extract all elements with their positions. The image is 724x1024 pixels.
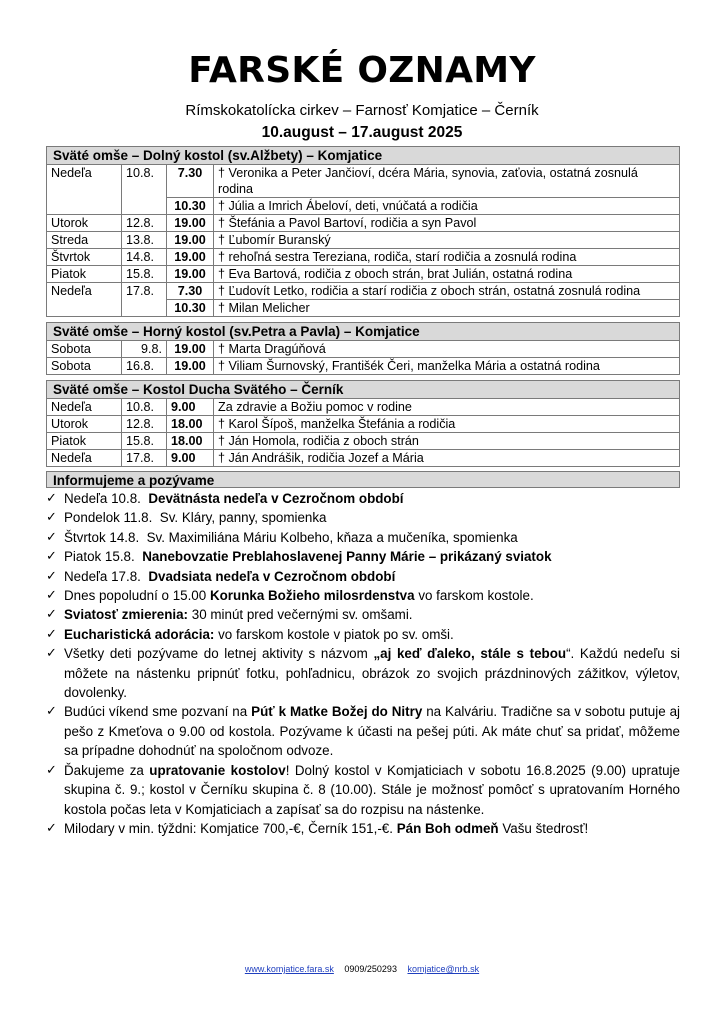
list-item: [46, 702, 680, 760]
day-cell: Piatok: [47, 266, 122, 283]
intention-cell: † Marta Dragúňová: [214, 341, 680, 358]
item-bold: Korunka Božieho milosrdenstva: [209, 588, 415, 604]
check-icon: ✓: [46, 762, 57, 778]
time-cell: 19.00: [167, 266, 214, 283]
item-text: 30 minút pred večernými sv. omšami.: [191, 607, 413, 623]
phone-number: 0909/250293: [344, 964, 397, 974]
check-icon: ✓: [46, 626, 57, 642]
item-text: Piatok 15.8.: [64, 549, 135, 565]
time-cell: 9.00: [167, 399, 214, 416]
day-cell: Piatok: [47, 433, 122, 450]
intention-cell: † rehoľná sestra Tereziana, rodiča, starí rodičia a zosnulá rodina: [214, 249, 680, 266]
day-cell: Štvrtok: [47, 249, 122, 266]
info-heading: Informujeme a pozývame: [46, 471, 680, 488]
item-text: Dnes popoludní o 15.00: [64, 588, 207, 604]
intention-cell: † Ľubomír Buranský: [214, 232, 680, 249]
intention-cell: † Ján Homola, rodičia z oboch strán: [214, 433, 680, 450]
date-cell: 14.8.: [122, 249, 167, 266]
intention-cell: † Štefánia a Pavol Bartoví, rodičia a syn Pavol: [214, 215, 680, 232]
item-text: ! Dolný kostol v Komjaticiach v sobotu 16.8.2025 (9.00) upratuje skupina č. 9.; kostol v Černíku skupina č. 8 (10.00). Stále je možnosť pomôcť s upratovaním Horného kostola počas leta v Komjaticiach a zapísať sa do rozpisu na nástenke.: [64, 762, 680, 817]
check-icon: ✓: [46, 568, 57, 584]
table-row: [47, 399, 680, 416]
day-cell: Sobota: [47, 358, 122, 375]
item-text: Nedeľa 10.8.: [64, 491, 141, 506]
list-item: [46, 644, 680, 702]
table-row: [47, 249, 680, 266]
mass-table-horny-kostol: [46, 322, 680, 375]
day-cell: Nedeľa: [47, 165, 122, 215]
table-row: [47, 215, 680, 232]
list-item: [46, 761, 680, 819]
item-bold: Nanebovzatie Preblahoslavenej Panny Márie – prikázaný sviatok: [142, 549, 552, 565]
list-item: [46, 489, 680, 508]
intention-cell: † Milan Melicher: [214, 300, 680, 317]
day-cell: Streda: [47, 232, 122, 249]
intention-cell: Za zdravie a Božiu pomoc v rodine: [214, 399, 680, 416]
item-text: Ďakujeme za: [64, 762, 144, 778]
item-bold: Devätnásta nedeľa v Cezročnom období: [148, 491, 404, 506]
list-item: [46, 586, 680, 605]
date-cell: 10.8.: [122, 399, 167, 416]
intention-cell: † Viliam Šurnovský, Františék Čeri, manželka Mária a ostatná rodina: [214, 358, 680, 375]
time-cell: 7.30: [167, 165, 214, 198]
table-row: [47, 433, 680, 450]
check-icon: ✓: [46, 820, 57, 836]
list-item: [46, 819, 680, 838]
time-cell: 9.00: [167, 450, 214, 467]
day-cell: Nedeľa: [47, 399, 122, 416]
day-cell: Utorok: [47, 215, 122, 232]
date-cell: 15.8.: [122, 433, 167, 450]
date-range: 10.august – 17.august 2025: [261, 124, 463, 141]
list-item: [46, 605, 680, 624]
date-cell: 9.8.: [122, 341, 167, 358]
intention-cell: † Eva Bartová, rodičia z oboch strán, brat Julián, ostatná rodina: [214, 266, 680, 283]
time-cell: 10.30: [167, 198, 214, 215]
day-cell: Nedeľa: [47, 450, 122, 467]
item-text: Nedeľa 17.8.: [64, 568, 141, 584]
intention-cell: † Ján Andrášik, rodičia Jozef a Mária: [214, 450, 680, 467]
time-cell: 18.00: [167, 433, 214, 450]
item-text: na Kalváriu. Tradične sa v sobotu putuje aj pešo z Kmeťova o 9.00 od kostola. Pozývame k účasti na pešej púti. Ak máte chuť sa pridať, môžeme sa prípadne dohodnúť na spoločnom odvoze.: [64, 704, 680, 759]
mass-table-cernik: [46, 380, 680, 467]
list-item: [46, 508, 680, 527]
check-icon: ✓: [46, 646, 57, 662]
time-cell: 19.00: [167, 341, 214, 358]
date-cell: 15.8.: [122, 266, 167, 283]
day-cell: Sobota: [47, 341, 122, 358]
page-title: FARSKÉ OZNAMY: [188, 50, 536, 91]
time-cell: 19.00: [167, 215, 214, 232]
section-heading: Sväté omše – Dolný kostol (sv.Alžbety) – Komjatice: [47, 147, 680, 165]
check-icon: ✓: [46, 491, 57, 506]
item-bold: „aj keď ďaleko, stále s tebou: [373, 646, 567, 662]
item-text: Vašu štedrosť!: [502, 820, 589, 836]
intention-cell: † Veronika a Peter Jančioví, dcéra Mária, synovia, zaťovia, ostatná zosnulá rodina: [214, 165, 680, 198]
footer: [0, 964, 724, 974]
item-bold: upratovanie kostolov: [149, 762, 286, 778]
table-row: [47, 165, 680, 198]
item-text: Milodary v min. týždni: Komjatice 700,-€, Černík 151,-€.: [64, 820, 393, 836]
intention-cell: † Ľudovít Letko, rodičia a starí rodičia z oboch strán, ostatná zosnulá rodina: [214, 283, 680, 300]
check-icon: ✓: [46, 704, 57, 720]
list-item: [46, 625, 680, 644]
section-heading: Sväté omše – Kostol Ducha Svätého – Černík: [47, 381, 680, 399]
time-cell: 19.00: [167, 232, 214, 249]
time-cell: 19.00: [167, 358, 214, 375]
time-cell: 10.30: [167, 300, 214, 317]
date-cell: 12.8.: [122, 215, 167, 232]
date-cell: 12.8.: [122, 416, 167, 433]
intention-cell: † Karol Šípoš, manželka Štefánia a rodičia: [214, 416, 680, 433]
date-cell: 17.8.: [122, 450, 167, 467]
day-cell: Utorok: [47, 416, 122, 433]
parish-subtitle: Rímskokatolícka cirkev – Farnosť Komjatice – Černík: [185, 102, 539, 119]
check-icon: ✓: [46, 549, 57, 565]
list-item: [46, 528, 680, 547]
item-bold: Púť k Matke Božej do Nitry: [251, 704, 423, 720]
table-row: [47, 266, 680, 283]
check-icon: ✓: [46, 607, 57, 623]
item-text: vo farskom kostole v piatok po sv. omši.: [218, 626, 454, 642]
item-bold: Eucharistická adorácia:: [64, 626, 215, 642]
date-cell: 10.8.: [122, 165, 167, 215]
mass-table-dolny-kostol: [46, 146, 680, 317]
table-row: [47, 450, 680, 467]
intention-cell: † Júlia a Imrich Ábeloví, deti, vnúčatá a rodičia: [214, 198, 680, 215]
time-cell: 7.30: [167, 283, 214, 300]
item-text: Budúci víkend sme pozvaní na: [64, 704, 248, 720]
check-icon: ✓: [46, 529, 57, 545]
section-heading: Sväté omše – Horný kostol (sv.Petra a Pavla) – Komjatice: [47, 323, 680, 341]
time-cell: 18.00: [167, 416, 214, 433]
item-bold: Sviatosť zmierenia:: [64, 607, 189, 623]
item-text: Pondelok 11.8. Sv. Kláry, panny, spomienka: [64, 510, 327, 526]
table-row: [47, 232, 680, 249]
table-row: [47, 283, 680, 300]
list-item: [46, 547, 680, 566]
list-item: [46, 567, 680, 586]
date-cell: 16.8.: [122, 358, 167, 375]
email-link[interactable]: komjatice@nrb.sk: [407, 964, 480, 974]
table-row: [47, 358, 680, 375]
date-cell: 13.8.: [122, 232, 167, 249]
item-bold: Dvadsiata nedeľa v Cezročnom období: [148, 568, 396, 584]
check-icon: ✓: [46, 588, 57, 604]
item-text: Štvrtok 14.8. Sv. Maximiliána Máriu Kolbeho, kňaza a mučeníka, spomienka: [64, 529, 518, 545]
website-link[interactable]: www.komjatice.fara.sk: [244, 964, 334, 974]
item-text: Všetky deti pozývame do letnej aktivity s názvom: [64, 646, 368, 662]
item-text: vo farskom kostole.: [418, 588, 534, 604]
item-text: “. Každú nedeľu si môžete na nástenku pripnúť fotku, pohľadnicu, obrázok zo svojich prázdninových zážitkov, výletov, dovolenky.: [64, 646, 680, 701]
table-row: [47, 416, 680, 433]
info-list: [46, 489, 680, 838]
date-cell: 17.8.: [122, 283, 167, 317]
item-bold: Pán Boh odmeň: [396, 820, 499, 836]
time-cell: 19.00: [167, 249, 214, 266]
day-cell: Nedeľa: [47, 283, 122, 317]
table-row: [47, 341, 680, 358]
check-icon: ✓: [46, 510, 57, 526]
